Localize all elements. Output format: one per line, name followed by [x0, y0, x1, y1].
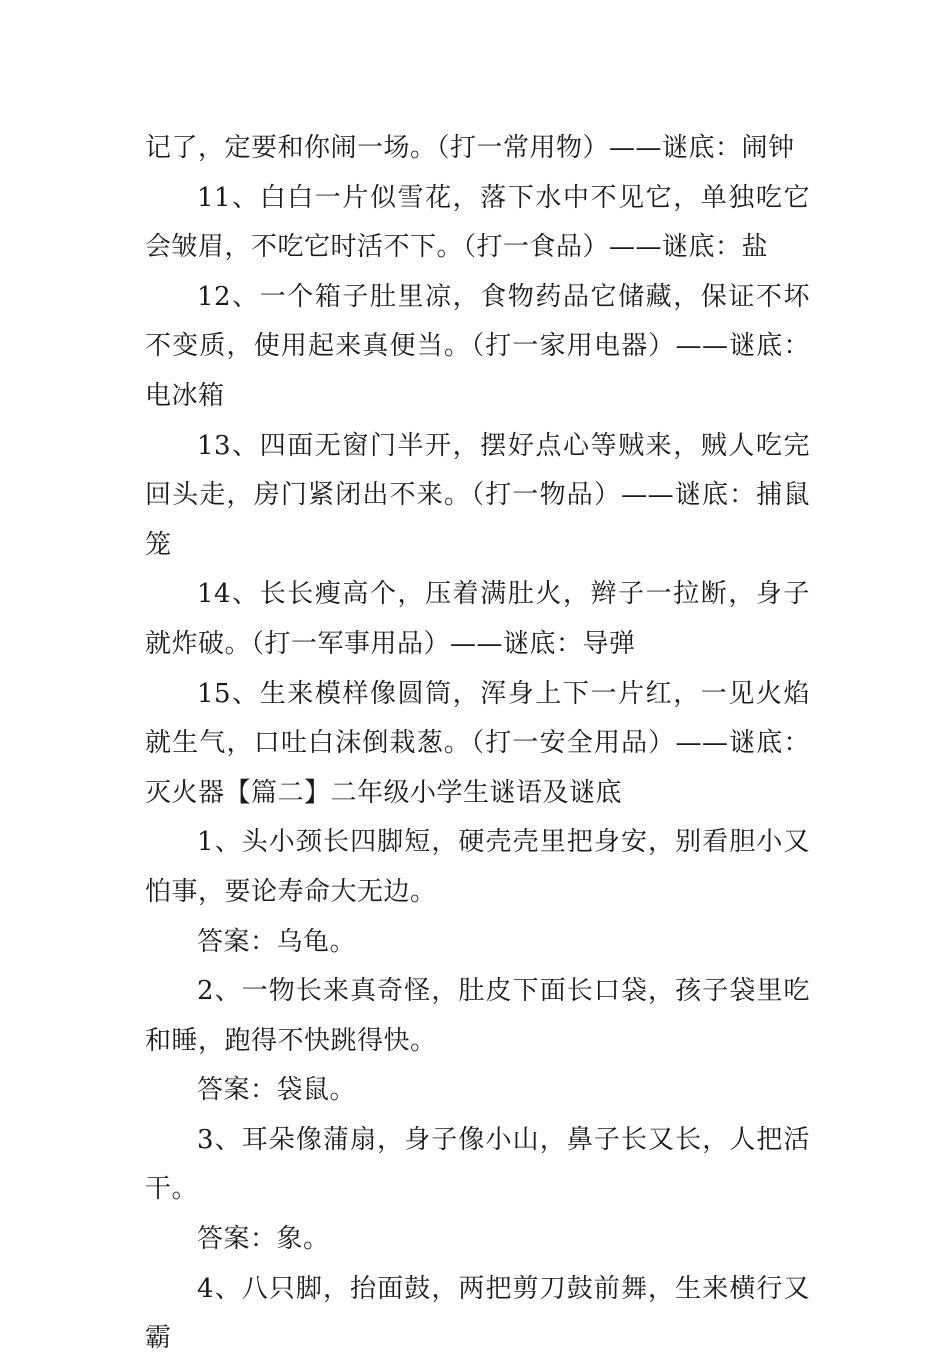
paragraph-5: 15、生来模样像圆筒，浑身上下一片红，一见火焰就生气，口吐白沫倒栽葱。（打一安全用品）——谜底：灭火器【篇二】二年级小学生谜语及谜底 [145, 678, 810, 808]
paragraph-1: 11、白白一片似雪花，落下水中不见它，单独吃它会皱眉，不吃它时活不下。（打一食品）——谜底：盐 [145, 182, 810, 263]
paragraph-8: 2、一物长来真奇怪，肚皮下面长口袋，孩子袋里吃和睡，跑得不快跳得快。 [145, 976, 810, 1056]
paragraph-6: 1、头小颈长四脚短，硬壳壳里把身安，别看胆小又怕事，要论寿命大无边。 [145, 827, 810, 907]
paragraph-7: 答案：乌龟。 [197, 926, 357, 957]
paragraph-0: 记了，定要和你闹一场。（打一常用物）——谜底：闹钟 [145, 133, 795, 163]
paragraph-11: 答案：象。 [197, 1224, 330, 1255]
document-body [145, 124, 810, 1364]
paragraph-4: 14、长长瘦高个，压着满肚火，辫子一拉断，身子就炸破。（打一军事用品）——谜底：导弹 [145, 579, 810, 659]
paragraph-10: 3、耳朵像蒲扇，身子像小山，鼻子长又长，人把活干。 [145, 1124, 810, 1205]
paragraph-12: 4、八只脚，抬面鼓，两把剪刀鼓前舞，生来横行又霸 [145, 1273, 810, 1354]
paragraph-3: 13、四面无窗门半开，摆好点心等贼来，贼人吃完回头走，房门紧闭出不来。（打一物品）——谜底：捕鼠笼 [145, 430, 810, 560]
paragraph-9: 答案：袋鼠。 [197, 1075, 357, 1106]
paragraph-2: 12、一个箱子肚里凉，食物药品它储藏，保证不坏不变质，使用起来真便当。（打一家用电器）——谜底：电冰箱 [145, 281, 810, 411]
